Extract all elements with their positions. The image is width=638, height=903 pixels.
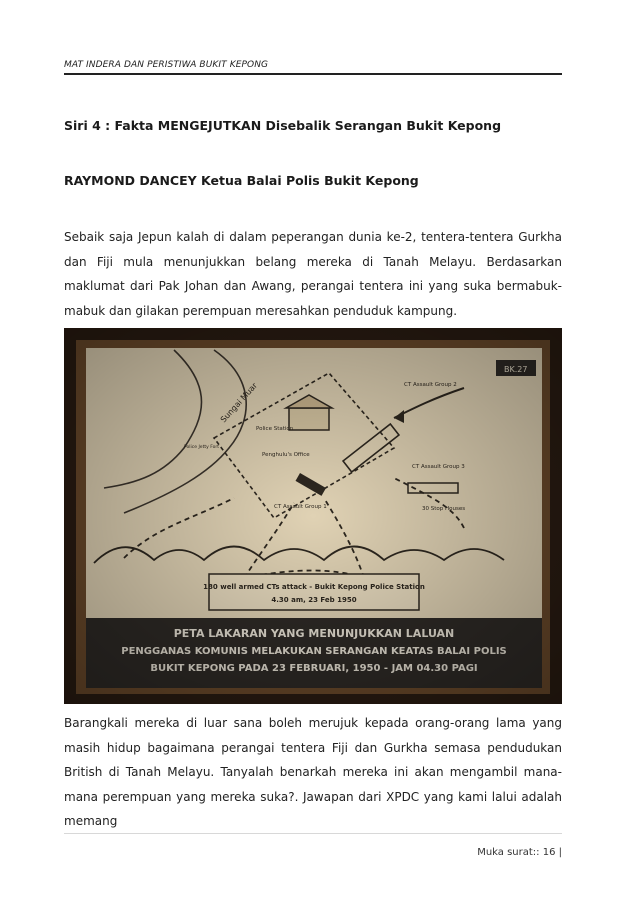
map-photograph — [64, 328, 562, 704]
paragraph-continued: Barangkali mereka di luar sana boleh merujuk kepada orang-orang lama yang masih hidup bagaimana perangai tentera Fiji dan Gurkha semasa pendudukan British di Tanah Melayu. Tanyalah benarkah mereka ini akan mengambil mana-mana perempuan yang mereka suka?. Jawapan dari XPDC yang kami lalui adalah memang — [64, 716, 562, 828]
page-number: Muka surat:: 16 | — [477, 847, 562, 858]
footer-divider — [64, 833, 562, 834]
paragraph-intro: Sebaik saja Jepun kalah di dalam peperangan dunia ke-2, tentera-tentera Gurkha dan Fiji mula menunjukkan belang mereka di Tanah Melayu. Berdasarkan maklumat dari Pak Johan dan Awang, perangai tentera ini yang suka bermabuk-mabuk dan gilakan perempuan meresahkan penduduk kampung. — [64, 230, 562, 318]
photo-vignette — [64, 328, 562, 704]
section-subheading: RAYMOND DANCEY Ketua Balai Polis Bukit Kepong — [64, 173, 419, 188]
header-divider — [64, 73, 562, 75]
running-header: MAT INDERA DAN PERISTIWA BUKIT KEPONG — [64, 60, 269, 70]
article-heading: Siri 4 : Fakta MENGEJUTKAN Disebalik Serangan Bukit Kepong — [64, 118, 502, 133]
